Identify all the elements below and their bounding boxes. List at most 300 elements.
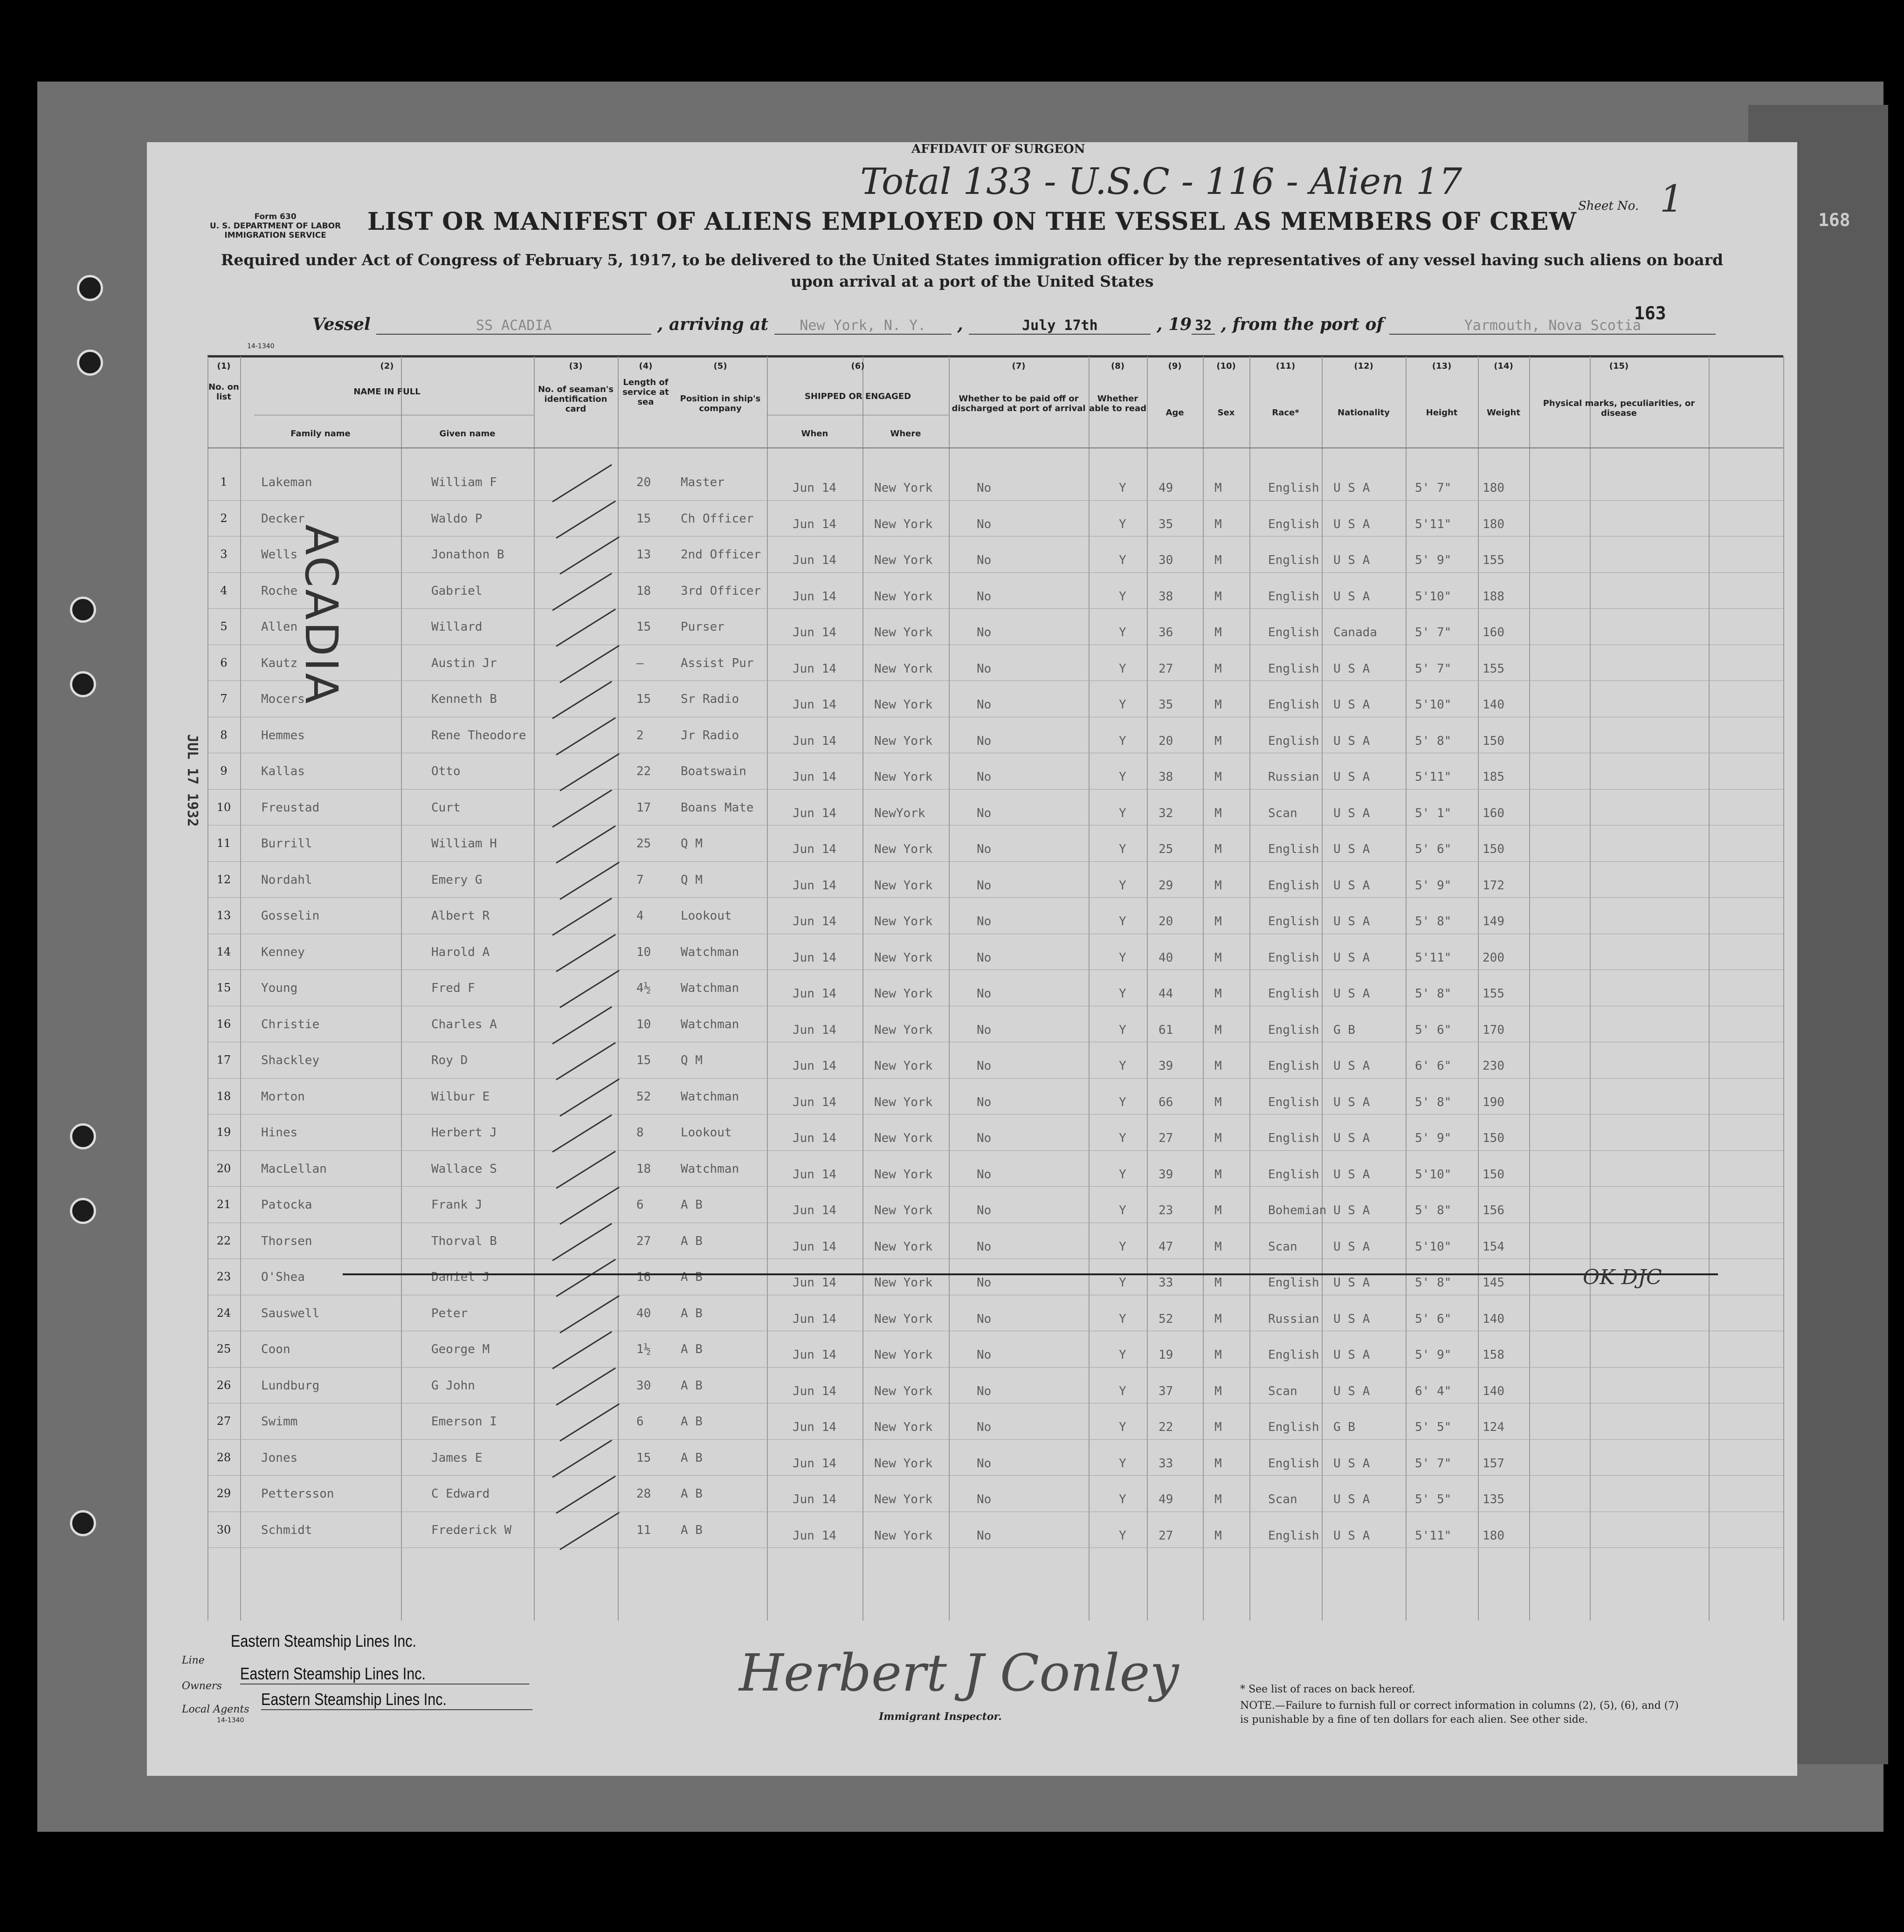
nationality-cell: U S A	[1333, 1059, 1370, 1073]
column-number: (8)	[1111, 361, 1124, 371]
table-column-rule	[401, 357, 402, 1621]
shipped-when-cell: Jun 14	[793, 770, 836, 784]
weight-cell: 149	[1483, 914, 1504, 928]
weight-cell: 200	[1483, 950, 1504, 965]
shipped-where-cell: New York	[874, 1239, 933, 1254]
shipped-when-cell: Jun 14	[793, 878, 836, 893]
sex-cell: M	[1214, 950, 1222, 965]
given-name-cell: Wilbur E	[431, 1089, 490, 1104]
sex-cell: M	[1214, 1059, 1222, 1073]
age-cell: 35	[1159, 698, 1173, 712]
shipped-where-cell: New York	[874, 1456, 933, 1471]
family-name-cell: Morton	[261, 1089, 305, 1104]
length-service-cell: 1½	[636, 1342, 651, 1356]
paid-off-cell: No	[977, 1384, 992, 1398]
column-number: (6)	[851, 361, 865, 371]
nationality-cell: U S A	[1333, 698, 1370, 712]
nationality-cell: U S A	[1333, 842, 1370, 856]
punch-hole	[70, 1198, 96, 1224]
nationality-cell: U S A	[1333, 1239, 1370, 1254]
table-row-rule	[207, 789, 1783, 790]
table-column-rule	[1147, 357, 1148, 1621]
shipped-where-cell: New York	[874, 1528, 933, 1543]
sex-cell: M	[1214, 806, 1222, 820]
position-cell: Master	[681, 475, 724, 489]
shipped-where-cell: New York	[874, 661, 933, 676]
row-number-cell: 28	[216, 1451, 231, 1464]
length-service-cell: 27	[636, 1234, 651, 1248]
given-name-cell: Albert R	[431, 909, 490, 923]
height-cell: 5' 6"	[1415, 1312, 1452, 1326]
nationality-cell: U S A	[1333, 481, 1370, 495]
row-number-cell: 26	[216, 1378, 231, 1392]
length-service-cell: 15	[636, 620, 651, 634]
punch-hole	[70, 1123, 96, 1149]
family-name-cell: O'Shea	[261, 1270, 305, 1284]
nationality-cell: U S A	[1333, 806, 1370, 820]
weight-cell: 158	[1483, 1348, 1504, 1362]
race-cell: English	[1268, 734, 1319, 748]
row-number-cell: 8	[220, 728, 228, 742]
age-cell: 22	[1159, 1420, 1173, 1434]
position-cell: Assist Pur	[681, 656, 754, 670]
line-value: Eastern Steamship Lines Inc.	[231, 1631, 417, 1650]
table-column-rule	[1529, 357, 1530, 1621]
shipped-where-cell: New York	[874, 1059, 933, 1073]
from-port: Yarmouth, Nova Scotia	[1389, 317, 1716, 335]
height-cell: 6' 4"	[1415, 1384, 1452, 1398]
height-cell: 5' 6"	[1415, 842, 1452, 856]
weight-cell: 140	[1483, 698, 1504, 712]
race-cell: English	[1268, 987, 1319, 1001]
able-read-cell: Y	[1119, 1131, 1126, 1145]
able-read-cell: Y	[1119, 661, 1126, 676]
paid-off-cell: No	[977, 1095, 992, 1109]
position-cell: A B	[681, 1234, 703, 1248]
nationality-cell: U S A	[1333, 1312, 1370, 1326]
age-cell: 61	[1159, 1023, 1173, 1037]
family-name-cell: Allen	[261, 620, 298, 634]
family-name-cell: Kallas	[261, 764, 305, 778]
length-service-cell: 25	[636, 837, 651, 851]
given-name-cell: Wallace S	[431, 1162, 497, 1176]
able-read-cell: Y	[1119, 1203, 1126, 1217]
manifest-sheet	[147, 142, 1797, 1776]
race-cell: English	[1268, 1167, 1319, 1182]
header-position: Position in ship's company	[680, 394, 761, 413]
race-cell: English	[1268, 626, 1319, 639]
able-read-cell: Y	[1119, 1095, 1126, 1109]
table-column-rule	[1783, 357, 1784, 1621]
height-cell: 5' 1"	[1415, 806, 1452, 820]
nationality-cell: U S A	[1333, 1456, 1370, 1471]
page-number: 168	[1818, 210, 1850, 230]
column-number: (14)	[1494, 361, 1513, 371]
agents-label: Local Agents	[182, 1704, 249, 1715]
shipped-where-cell: New York	[874, 553, 933, 567]
owners-label: Owners	[182, 1680, 222, 1692]
age-cell: 40	[1159, 950, 1173, 965]
header-no-on-list: No. on list	[208, 382, 239, 402]
family-name-cell: Thorsen	[261, 1234, 312, 1248]
sex-cell: M	[1214, 914, 1222, 928]
table-column-rule	[949, 357, 950, 1621]
given-name-cell: Austin Jr	[431, 656, 497, 670]
row-number-cell: 29	[216, 1487, 231, 1500]
table-column-rule	[534, 357, 535, 1621]
nationality-cell: U S A	[1333, 1095, 1370, 1109]
shipped-when-cell: Jun 14	[793, 1203, 836, 1217]
weight-cell: 150	[1483, 1131, 1504, 1145]
able-read-cell: Y	[1119, 1420, 1126, 1434]
shipped-when-cell: Jun 14	[793, 517, 836, 531]
able-read-cell: Y	[1119, 1456, 1126, 1471]
position-cell: Q M	[681, 1053, 703, 1067]
shipped-when-cell: Jun 14	[793, 553, 836, 567]
family-name-cell: Hemmes	[261, 728, 305, 743]
age-cell: 35	[1159, 517, 1173, 531]
able-read-cell: Y	[1119, 589, 1126, 604]
shipped-when-cell: Jun 14	[793, 842, 836, 856]
row-number-cell: 16	[216, 1017, 231, 1031]
able-read-cell: Y	[1119, 1276, 1126, 1290]
shipped-when-cell: Jun 14	[793, 734, 836, 748]
table-column-rule	[767, 357, 768, 1621]
length-service-cell: 15	[636, 511, 651, 526]
form-id-line: U. S. DEPARTMENT OF LABOR	[210, 221, 341, 231]
sex-cell: M	[1214, 1456, 1222, 1471]
table-row-rule	[207, 1475, 1783, 1476]
age-cell: 39	[1159, 1167, 1173, 1182]
shipped-where-cell: New York	[874, 1095, 933, 1109]
family-name-cell: Sauswell	[261, 1306, 320, 1320]
inspector-signature: Herbert J Conley	[739, 1643, 1179, 1703]
row-number-cell: 15	[216, 981, 231, 994]
position-cell: Q M	[681, 837, 703, 851]
age-cell: 19	[1159, 1348, 1173, 1362]
height-cell: 5'10"	[1415, 698, 1452, 712]
shipped-where-cell: New York	[874, 1131, 933, 1145]
length-service-cell: 17	[636, 800, 651, 815]
position-cell: Watchman	[681, 1017, 739, 1031]
given-name-cell: Emery G	[431, 873, 483, 887]
nationality-cell: U S A	[1333, 950, 1370, 965]
sex-cell: M	[1214, 661, 1222, 676]
age-cell: 33	[1159, 1456, 1173, 1471]
able-read-cell: Y	[1119, 481, 1126, 495]
sex-cell: M	[1214, 481, 1222, 495]
age-cell: 33	[1159, 1276, 1173, 1290]
sex-cell: M	[1214, 842, 1222, 856]
sex-cell: M	[1214, 1384, 1222, 1398]
race-cell: English	[1268, 1420, 1319, 1434]
paid-off-cell: No	[977, 517, 992, 531]
column-number: (5)	[713, 361, 727, 371]
column-number: (3)	[569, 361, 583, 371]
length-service-cell: 15	[636, 692, 651, 706]
year-label: , 19	[1156, 315, 1192, 334]
given-name-cell: G John	[431, 1378, 475, 1393]
given-name-cell: Waldo P	[431, 511, 483, 526]
column-number: (7)	[1012, 361, 1026, 371]
punch-hole	[70, 597, 96, 623]
weight-cell: 135	[1483, 1492, 1504, 1506]
sex-cell: M	[1214, 770, 1222, 784]
sheet-no-value: 1	[1660, 177, 1683, 220]
given-name-cell: William F	[431, 475, 497, 489]
family-name-cell: Mocers	[261, 692, 305, 706]
race-cell: English	[1268, 914, 1319, 928]
family-name-cell: Shackley	[261, 1053, 320, 1067]
races-note: * See list of races on back hereof.	[1240, 1684, 1415, 1695]
nationality-cell: U S A	[1333, 1384, 1370, 1398]
paid-off-cell: No	[977, 1492, 992, 1506]
given-name-cell: James E	[431, 1451, 483, 1465]
family-name-cell: Coon	[261, 1342, 290, 1356]
shipped-where-cell: New York	[874, 1276, 933, 1290]
length-service-cell: 11	[636, 1523, 651, 1537]
shipped-when-cell: Jun 14	[793, 626, 836, 639]
position-cell: Boatswain	[681, 764, 746, 778]
table-column-rule	[240, 357, 241, 1621]
paid-off-cell: No	[977, 698, 992, 712]
header-length-service: Length of service at sea	[622, 378, 669, 407]
length-service-cell: 22	[636, 764, 651, 778]
paid-off-cell: No	[977, 1456, 992, 1471]
nationality-cell: U S A	[1333, 987, 1370, 1001]
shipped-when-cell: Jun 14	[793, 481, 836, 495]
inspector-label: Immigrant Inspector.	[879, 1711, 1002, 1723]
form-id-line: Form 630	[254, 212, 297, 221]
owners-value: Eastern Steamship Lines Inc.	[240, 1664, 530, 1684]
paid-off-cell: No	[977, 987, 992, 1001]
length-service-cell: 18	[636, 584, 651, 598]
sex-cell: M	[1214, 1095, 1222, 1109]
race-cell: English	[1268, 1095, 1319, 1109]
position-cell: 2nd Officer	[681, 548, 761, 562]
shipped-when-cell: Jun 14	[793, 1456, 836, 1471]
nationality-cell: U S A	[1333, 553, 1370, 567]
shipped-when-cell: Jun 14	[793, 1167, 836, 1182]
sheet-no-label: Sheet No.	[1578, 199, 1639, 213]
given-name-cell: Peter	[431, 1306, 468, 1320]
paid-off-cell: No	[977, 1023, 992, 1037]
paid-off-cell: No	[977, 1131, 992, 1145]
able-read-cell: Y	[1119, 1492, 1126, 1506]
header-shipped: SHIPPED OR ENGAGED	[804, 392, 911, 401]
shipped-when-cell: Jun 14	[793, 698, 836, 712]
table-row-rule	[207, 500, 1783, 501]
page-title: LIST OR MANIFEST OF ALIENS EMPLOYED ON THE VESSEL AS MEMBERS OF CREW	[367, 207, 1577, 236]
row-number-cell: 5	[220, 620, 228, 633]
weight-cell: 155	[1483, 553, 1504, 567]
column-number: (9)	[1168, 361, 1182, 371]
race-cell: English	[1268, 1348, 1319, 1362]
shipped-when-cell: Jun 14	[793, 1348, 836, 1362]
column-number: (11)	[1276, 361, 1296, 371]
sex-cell: M	[1214, 734, 1222, 748]
race-cell: English	[1268, 661, 1319, 676]
weight-cell: 155	[1483, 987, 1504, 1001]
paid-off-cell: No	[977, 1167, 992, 1182]
race-cell: English	[1268, 481, 1319, 495]
table-row-rule	[207, 897, 1783, 898]
paid-off-cell: No	[977, 1203, 992, 1217]
weight-cell: 180	[1483, 517, 1504, 531]
paid-off-cell: No	[977, 806, 992, 820]
paid-off-cell: No	[977, 553, 992, 567]
sex-cell: M	[1214, 589, 1222, 604]
height-cell: 5' 5"	[1415, 1420, 1452, 1434]
penalty-note: NOTE.—Failure to furnish full or correct information in columns (2), (5), (6), and (7) is punishable by a fine of ten dollars for each alien. See other side.	[1240, 1700, 1679, 1726]
nationality-cell: Canada	[1333, 626, 1377, 639]
height-cell: 5'11"	[1415, 517, 1452, 531]
able-read-cell: Y	[1119, 1312, 1126, 1326]
row-number-cell: 30	[216, 1523, 231, 1536]
header-weight: Weight	[1487, 408, 1520, 418]
family-name-cell: Christie	[261, 1017, 320, 1031]
table-row-rule	[207, 1150, 1783, 1151]
position-cell: A B	[681, 1306, 703, 1320]
race-cell: English	[1268, 842, 1319, 856]
weight-cell: 155	[1483, 661, 1504, 676]
column-number: (4)	[639, 361, 653, 371]
nationality-cell: U S A	[1333, 1528, 1370, 1543]
age-cell: 47	[1159, 1239, 1173, 1254]
table-row-rule	[207, 1258, 1783, 1259]
family-name-cell: Patocka	[261, 1198, 312, 1212]
sex-cell: M	[1214, 1528, 1222, 1543]
paid-off-cell: No	[977, 950, 992, 965]
able-read-cell: Y	[1119, 987, 1126, 1001]
nationality-cell: U S A	[1333, 661, 1370, 676]
sex-cell: M	[1214, 1167, 1222, 1182]
row-number-cell: 7	[220, 692, 228, 705]
position-cell: Q M	[681, 873, 703, 887]
paid-off-cell: No	[977, 626, 992, 639]
nationality-cell: U S A	[1333, 878, 1370, 893]
family-name-cell: Pettersson	[261, 1487, 334, 1501]
strike-through-line	[343, 1273, 1718, 1275]
weight-cell: 188	[1483, 589, 1504, 604]
sex-cell: M	[1214, 1023, 1222, 1037]
family-name-cell: Wells	[261, 548, 298, 562]
table-column-rule	[618, 357, 619, 1621]
punch-hole	[70, 671, 96, 697]
sex-cell: M	[1214, 698, 1222, 712]
paid-off-cell: No	[977, 1239, 992, 1254]
family-name-cell: Jones	[261, 1451, 298, 1465]
age-cell: 32	[1159, 806, 1173, 820]
header-family-name: Family name	[290, 429, 351, 439]
header-sex: Sex	[1217, 408, 1235, 418]
height-cell: 5' 8"	[1415, 1276, 1452, 1290]
header-height: Height	[1426, 408, 1458, 418]
paid-off-cell: No	[977, 734, 992, 748]
able-read-cell: Y	[1119, 878, 1126, 893]
race-cell: English	[1268, 1456, 1319, 1471]
nationality-cell: U S A	[1333, 1276, 1370, 1290]
row-number-cell: 13	[216, 909, 231, 922]
row-number-cell: 3	[220, 548, 228, 561]
position-cell: Watchman	[681, 945, 739, 959]
length-service-cell: 6	[636, 1415, 644, 1429]
sex-cell: M	[1214, 517, 1222, 531]
given-name-cell: Roy D	[431, 1053, 468, 1067]
given-name-cell: C Edward	[431, 1487, 490, 1501]
shipped-where-cell: New York	[874, 1492, 933, 1506]
shipped-when-cell: Jun 14	[793, 1528, 836, 1543]
shipped-when-cell: Jun 14	[793, 589, 836, 604]
table-column-rule	[1089, 357, 1090, 1621]
given-name-cell: Rene Theodore	[431, 728, 526, 743]
age-cell: 27	[1159, 1131, 1173, 1145]
race-cell: English	[1268, 950, 1319, 965]
age-cell: 27	[1159, 1528, 1173, 1543]
position-cell: Watchman	[681, 1162, 739, 1176]
position-cell: A B	[681, 1270, 703, 1284]
paid-off-cell: No	[977, 878, 992, 893]
given-name-cell: Daniel J	[431, 1270, 490, 1284]
paid-off-cell: No	[977, 661, 992, 676]
position-cell: Jr Radio	[681, 728, 739, 743]
paid-off-cell: No	[977, 1348, 992, 1362]
able-read-cell: Y	[1119, 1167, 1126, 1182]
row-number-cell: 17	[216, 1053, 231, 1066]
given-name-cell: Frank J	[431, 1198, 483, 1212]
race-cell: English	[1268, 553, 1319, 567]
row-number-cell: 19	[216, 1126, 231, 1139]
race-cell: English	[1268, 589, 1319, 604]
given-name-cell: Willard	[431, 620, 483, 634]
height-cell: 5' 9"	[1415, 878, 1452, 893]
nationality-cell: U S A	[1333, 1348, 1370, 1362]
nationality-cell: U S A	[1333, 914, 1370, 928]
age-cell: 36	[1159, 626, 1173, 639]
family-name-cell: Young	[261, 981, 298, 995]
sex-cell: M	[1214, 1420, 1222, 1434]
position-cell: A B	[681, 1378, 703, 1393]
table-column-rule	[862, 357, 863, 1621]
length-service-cell: 8	[636, 1126, 644, 1140]
arrival-date: July 17th	[969, 317, 1151, 335]
family-name-cell: MacLellan	[261, 1162, 327, 1176]
height-cell: 5'11"	[1415, 1528, 1452, 1543]
able-read-cell: Y	[1119, 734, 1126, 748]
height-cell: 5' 8"	[1415, 734, 1452, 748]
position-cell: 3rd Officer	[681, 584, 761, 598]
shipped-where-cell: New York	[874, 1348, 933, 1362]
weight-cell: 145	[1483, 1276, 1504, 1290]
race-cell: English	[1268, 1528, 1319, 1543]
able-read-cell: Y	[1119, 1023, 1126, 1037]
column-number: (10)	[1216, 361, 1236, 371]
nationality-cell: G B	[1333, 1420, 1355, 1434]
paid-off-cell: No	[977, 842, 992, 856]
table-row-rule	[207, 1186, 1783, 1187]
age-cell: 38	[1159, 770, 1173, 784]
able-read-cell: Y	[1119, 770, 1126, 784]
length-service-cell: 7	[636, 873, 644, 887]
paid-off-cell: No	[977, 914, 992, 928]
height-cell: 5' 9"	[1415, 1131, 1452, 1145]
able-read-cell: Y	[1119, 1059, 1126, 1073]
shipped-where-cell: New York	[874, 626, 933, 639]
able-read-cell: Y	[1119, 553, 1126, 567]
race-cell: Scan	[1268, 1384, 1297, 1398]
able-read-cell: Y	[1119, 626, 1126, 639]
row-number-cell: 24	[216, 1306, 231, 1320]
